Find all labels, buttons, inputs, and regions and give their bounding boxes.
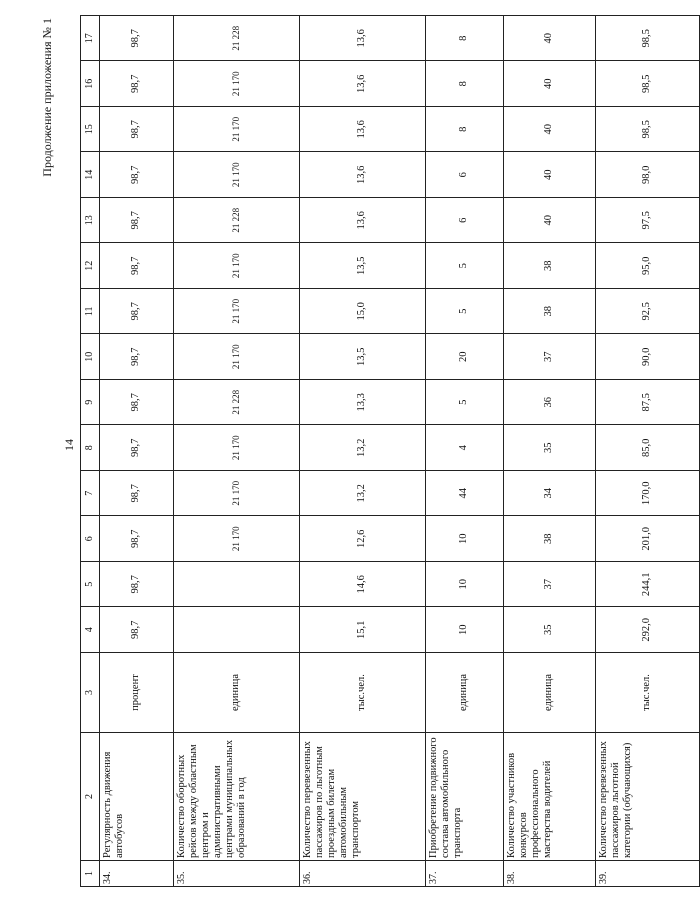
column-number-cell: 3 (81, 653, 100, 733)
value-cell: 10 (426, 516, 504, 562)
value-cell: 5 (426, 380, 504, 426)
value-cell: 37 (504, 562, 596, 608)
row-number: 34. (100, 861, 174, 887)
column-number-cell: 6 (81, 516, 100, 562)
value-cell (174, 607, 300, 653)
table-row (174, 16, 300, 887)
column-number-cell: 12 (81, 243, 100, 289)
value-cell: 21 170 (174, 243, 300, 289)
value-cell: 8 (426, 107, 504, 153)
value-cell: 292,0 (596, 607, 700, 653)
indicator-name: Приобретение подвижного состава автомобильного транспорта (426, 733, 504, 861)
value-cell: 13,6 (300, 61, 426, 107)
value-cell: 98,7 (100, 289, 174, 335)
indicator-table (80, 15, 700, 887)
value-cell: 13,2 (300, 471, 426, 517)
column-number-cell: 2 (81, 733, 100, 861)
value-cell: 35 (504, 425, 596, 471)
unit-of-measure: единица (504, 653, 596, 733)
value-cell: 98,7 (100, 107, 174, 153)
value-cell: 98,7 (100, 516, 174, 562)
page-number: 14 (62, 439, 76, 451)
table-body (100, 16, 700, 887)
value-cell: 85,0 (596, 425, 700, 471)
value-cell: 98,7 (100, 562, 174, 608)
value-cell: 98,7 (100, 61, 174, 107)
table-row (596, 16, 700, 887)
value-cell: 98,0 (596, 152, 700, 198)
indicator-name: Количество перевезенных пассажиров льготной категории (обучающихся) (596, 733, 700, 861)
value-cell: 21 170 (174, 61, 300, 107)
value-cell: 98,7 (100, 152, 174, 198)
value-cell: 6 (426, 198, 504, 244)
row-number: 35. (174, 861, 300, 887)
unit-of-measure: тыс.чел. (596, 653, 700, 733)
value-cell: 21 170 (174, 334, 300, 380)
column-number-cell: 14 (81, 152, 100, 198)
value-cell: 98,5 (596, 16, 700, 62)
value-cell: 8 (426, 16, 504, 62)
value-cell: 98,7 (100, 198, 174, 244)
column-number-cell: 5 (81, 562, 100, 608)
value-cell: 38 (504, 243, 596, 289)
value-cell: 21 170 (174, 107, 300, 153)
indicator-name: Регулярность движения автобусов (100, 733, 174, 861)
value-cell: 201,0 (596, 516, 700, 562)
value-cell: 21 170 (174, 289, 300, 335)
indicator-name: Количество участников конкурсов профессионального мастерства водителей (504, 733, 596, 861)
value-cell: 5 (426, 243, 504, 289)
value-cell: 38 (504, 289, 596, 335)
value-cell: 40 (504, 198, 596, 244)
value-cell: 44 (426, 471, 504, 517)
value-cell: 21 170 (174, 152, 300, 198)
value-cell: 98,7 (100, 243, 174, 289)
table-row (300, 16, 426, 887)
value-cell: 95,0 (596, 243, 700, 289)
value-cell: 10 (426, 607, 504, 653)
value-cell: 40 (504, 107, 596, 153)
value-cell: 244,1 (596, 562, 700, 608)
value-cell: 14,6 (300, 562, 426, 608)
value-cell: 98,7 (100, 607, 174, 653)
row-number: 37. (426, 861, 504, 887)
value-cell: 13,6 (300, 152, 426, 198)
column-number-cell: 7 (81, 471, 100, 517)
value-cell: 15,1 (300, 607, 426, 653)
value-cell: 37 (504, 334, 596, 380)
column-number-cell: 11 (81, 289, 100, 335)
value-cell: 92,5 (596, 289, 700, 335)
value-cell: 97,5 (596, 198, 700, 244)
value-cell: 10 (426, 562, 504, 608)
table-row (426, 16, 504, 887)
column-number-cell: 8 (81, 425, 100, 471)
value-cell: 40 (504, 16, 596, 62)
value-cell: 36 (504, 380, 596, 426)
value-cell: 6 (426, 152, 504, 198)
value-cell: 40 (504, 152, 596, 198)
value-cell: 13,2 (300, 425, 426, 471)
value-cell: 98,7 (100, 425, 174, 471)
column-number-cell: 1 (81, 861, 100, 887)
value-cell: 20 (426, 334, 504, 380)
value-cell: 98,5 (596, 107, 700, 153)
unit-of-measure: процент (100, 653, 174, 733)
indicator-name: Количество перевезенных пассажиров по льготным проездным билетам автомобильным транспортом (300, 733, 426, 861)
unit-of-measure: единица (426, 653, 504, 733)
value-cell: 21 170 (174, 425, 300, 471)
column-number-cell: 9 (81, 380, 100, 426)
value-cell: 21 228 (174, 198, 300, 244)
row-number: 39. (596, 861, 700, 887)
unit-of-measure: тыс.чел. (300, 653, 426, 733)
column-number-cell: 15 (81, 107, 100, 153)
value-cell: 21 228 (174, 16, 300, 62)
value-cell: 13,6 (300, 16, 426, 62)
value-cell: 13,5 (300, 334, 426, 380)
value-cell: 4 (426, 425, 504, 471)
continuation-note: Продолжение приложения № 1 (40, 18, 54, 177)
value-cell: 21 170 (174, 471, 300, 517)
value-cell: 98,7 (100, 334, 174, 380)
column-number-cell: 10 (81, 334, 100, 380)
value-cell: 12,6 (300, 516, 426, 562)
value-cell: 13,6 (300, 107, 426, 153)
row-number: 36. (300, 861, 426, 887)
row-number: 38. (504, 861, 596, 887)
value-cell: 13,3 (300, 380, 426, 426)
value-cell: 40 (504, 61, 596, 107)
value-cell: 5 (426, 289, 504, 335)
value-cell: 170,0 (596, 471, 700, 517)
value-cell: 8 (426, 61, 504, 107)
unit-of-measure: единица (174, 653, 300, 733)
value-cell (174, 562, 300, 608)
column-number-cell: 13 (81, 198, 100, 244)
value-cell: 98,7 (100, 16, 174, 62)
column-number-cell: 17 (81, 16, 100, 62)
column-number-row (81, 16, 100, 887)
table-row (100, 16, 174, 887)
value-cell: 21 170 (174, 516, 300, 562)
indicator-name: Количество оборотных рейсов между областным центром и административными центрами муниципальных образований в год (174, 733, 300, 861)
value-cell: 21 228 (174, 380, 300, 426)
value-cell: 35 (504, 607, 596, 653)
value-cell: 38 (504, 516, 596, 562)
column-number-cell: 4 (81, 607, 100, 653)
value-cell: 13,5 (300, 243, 426, 289)
value-cell: 13,6 (300, 198, 426, 244)
value-cell: 90,0 (596, 334, 700, 380)
value-cell: 34 (504, 471, 596, 517)
value-cell: 98,5 (596, 61, 700, 107)
value-cell: 87,5 (596, 380, 700, 426)
value-cell: 98,7 (100, 471, 174, 517)
table-row (504, 16, 596, 887)
column-number-cell: 16 (81, 61, 100, 107)
value-cell: 98,7 (100, 380, 174, 426)
value-cell: 15,0 (300, 289, 426, 335)
